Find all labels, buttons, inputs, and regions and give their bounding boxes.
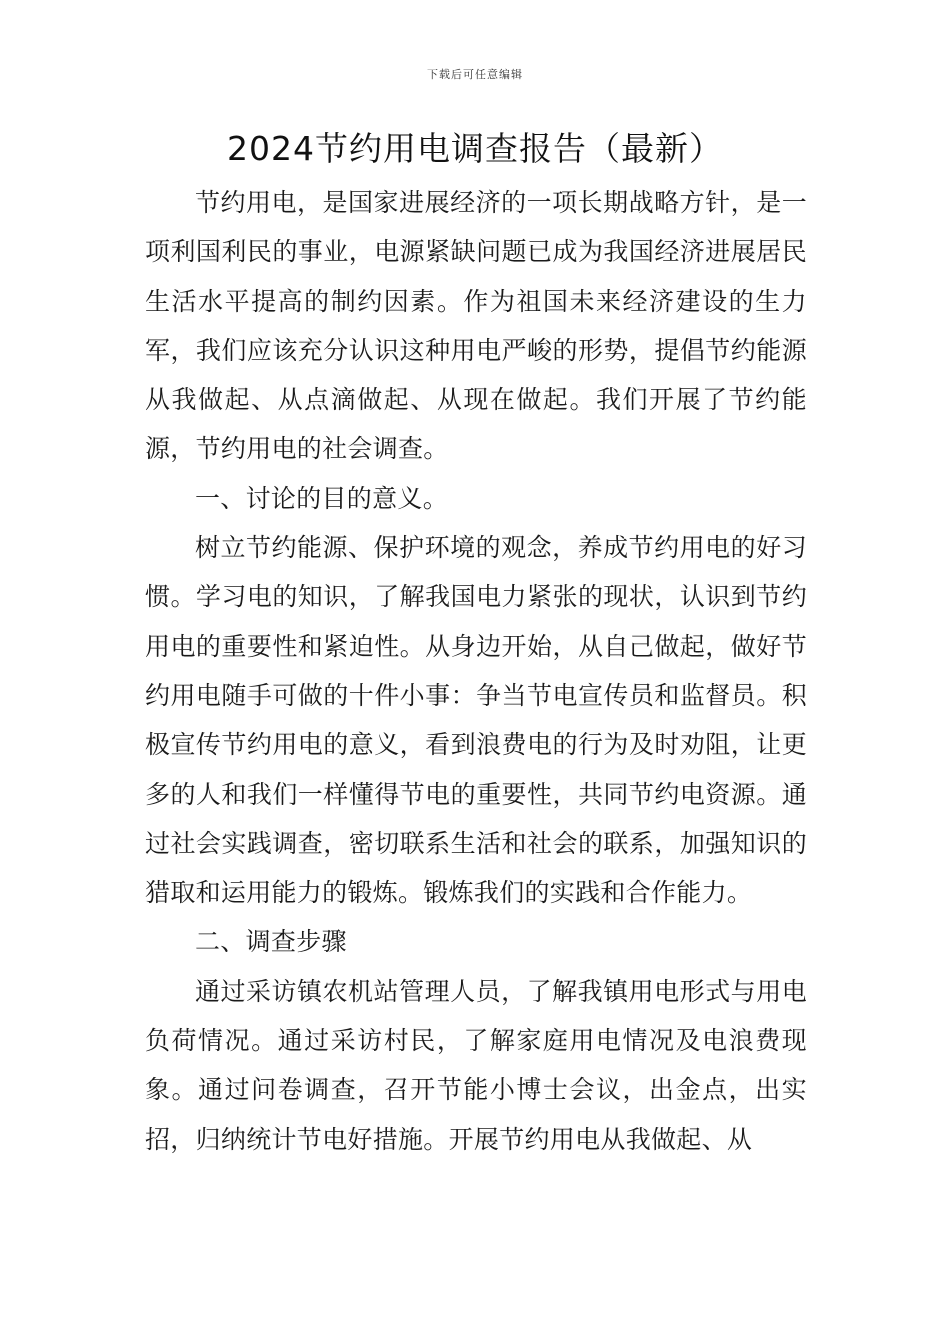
section-heading-steps: 二、调查步骤 xyxy=(195,927,347,957)
document-body xyxy=(145,178,807,1164)
section-heading-purpose: 一、讨论的目的意义。 xyxy=(195,483,449,513)
paragraph-intro: 节约用电，是国家进展经济的一项长期战略方针，是一项利国利民的事业，电源紧缺问题已成为我国经济进展居民生活水平提高的制约因素。作为祖国未来经济建设的生力军，我们应该充分认识这种用电严峻的形势，提倡节约能源从我做起、从点滴做起、从现在做起。我们开展了节约能源，节约用电的社会调查。 xyxy=(145,188,807,464)
header-note: 下载后可任意编辑 xyxy=(427,68,523,81)
paragraph-steps: 通过采访镇农机站管理人员，了解我镇用电形式与用电负荷情况。通过采访村民，了解家庭用电情况及电浪费现象。通过问卷调查，召开节能小博士会议，出金点，出实招，归纳统计节电好措施。开展节约用电从我做起、从 xyxy=(145,976,807,1154)
paragraph-purpose: 树立节约能源、保护环境的观念，养成节约用电的好习惯。学习电的知识，了解我国电力紧张的现状，认识到节约用电的重要性和紧迫性。从身边开始，从自己做起，做好节约用电随手可做的十件小事：争当节电宣传员和监督员。积极宣传节约用电的意义，看到浪费电的行为及时劝阻，让更多的人和我们一样懂得节电的重要性，共同节约电资源。通过社会实践调查，密切联系生活和社会的联系，加强知识的猎取和运用能力的锻炼。锻炼我们的实践和合作能力。 xyxy=(145,533,807,908)
document-title: 2024节约用电调查报告（最新） xyxy=(227,129,723,168)
